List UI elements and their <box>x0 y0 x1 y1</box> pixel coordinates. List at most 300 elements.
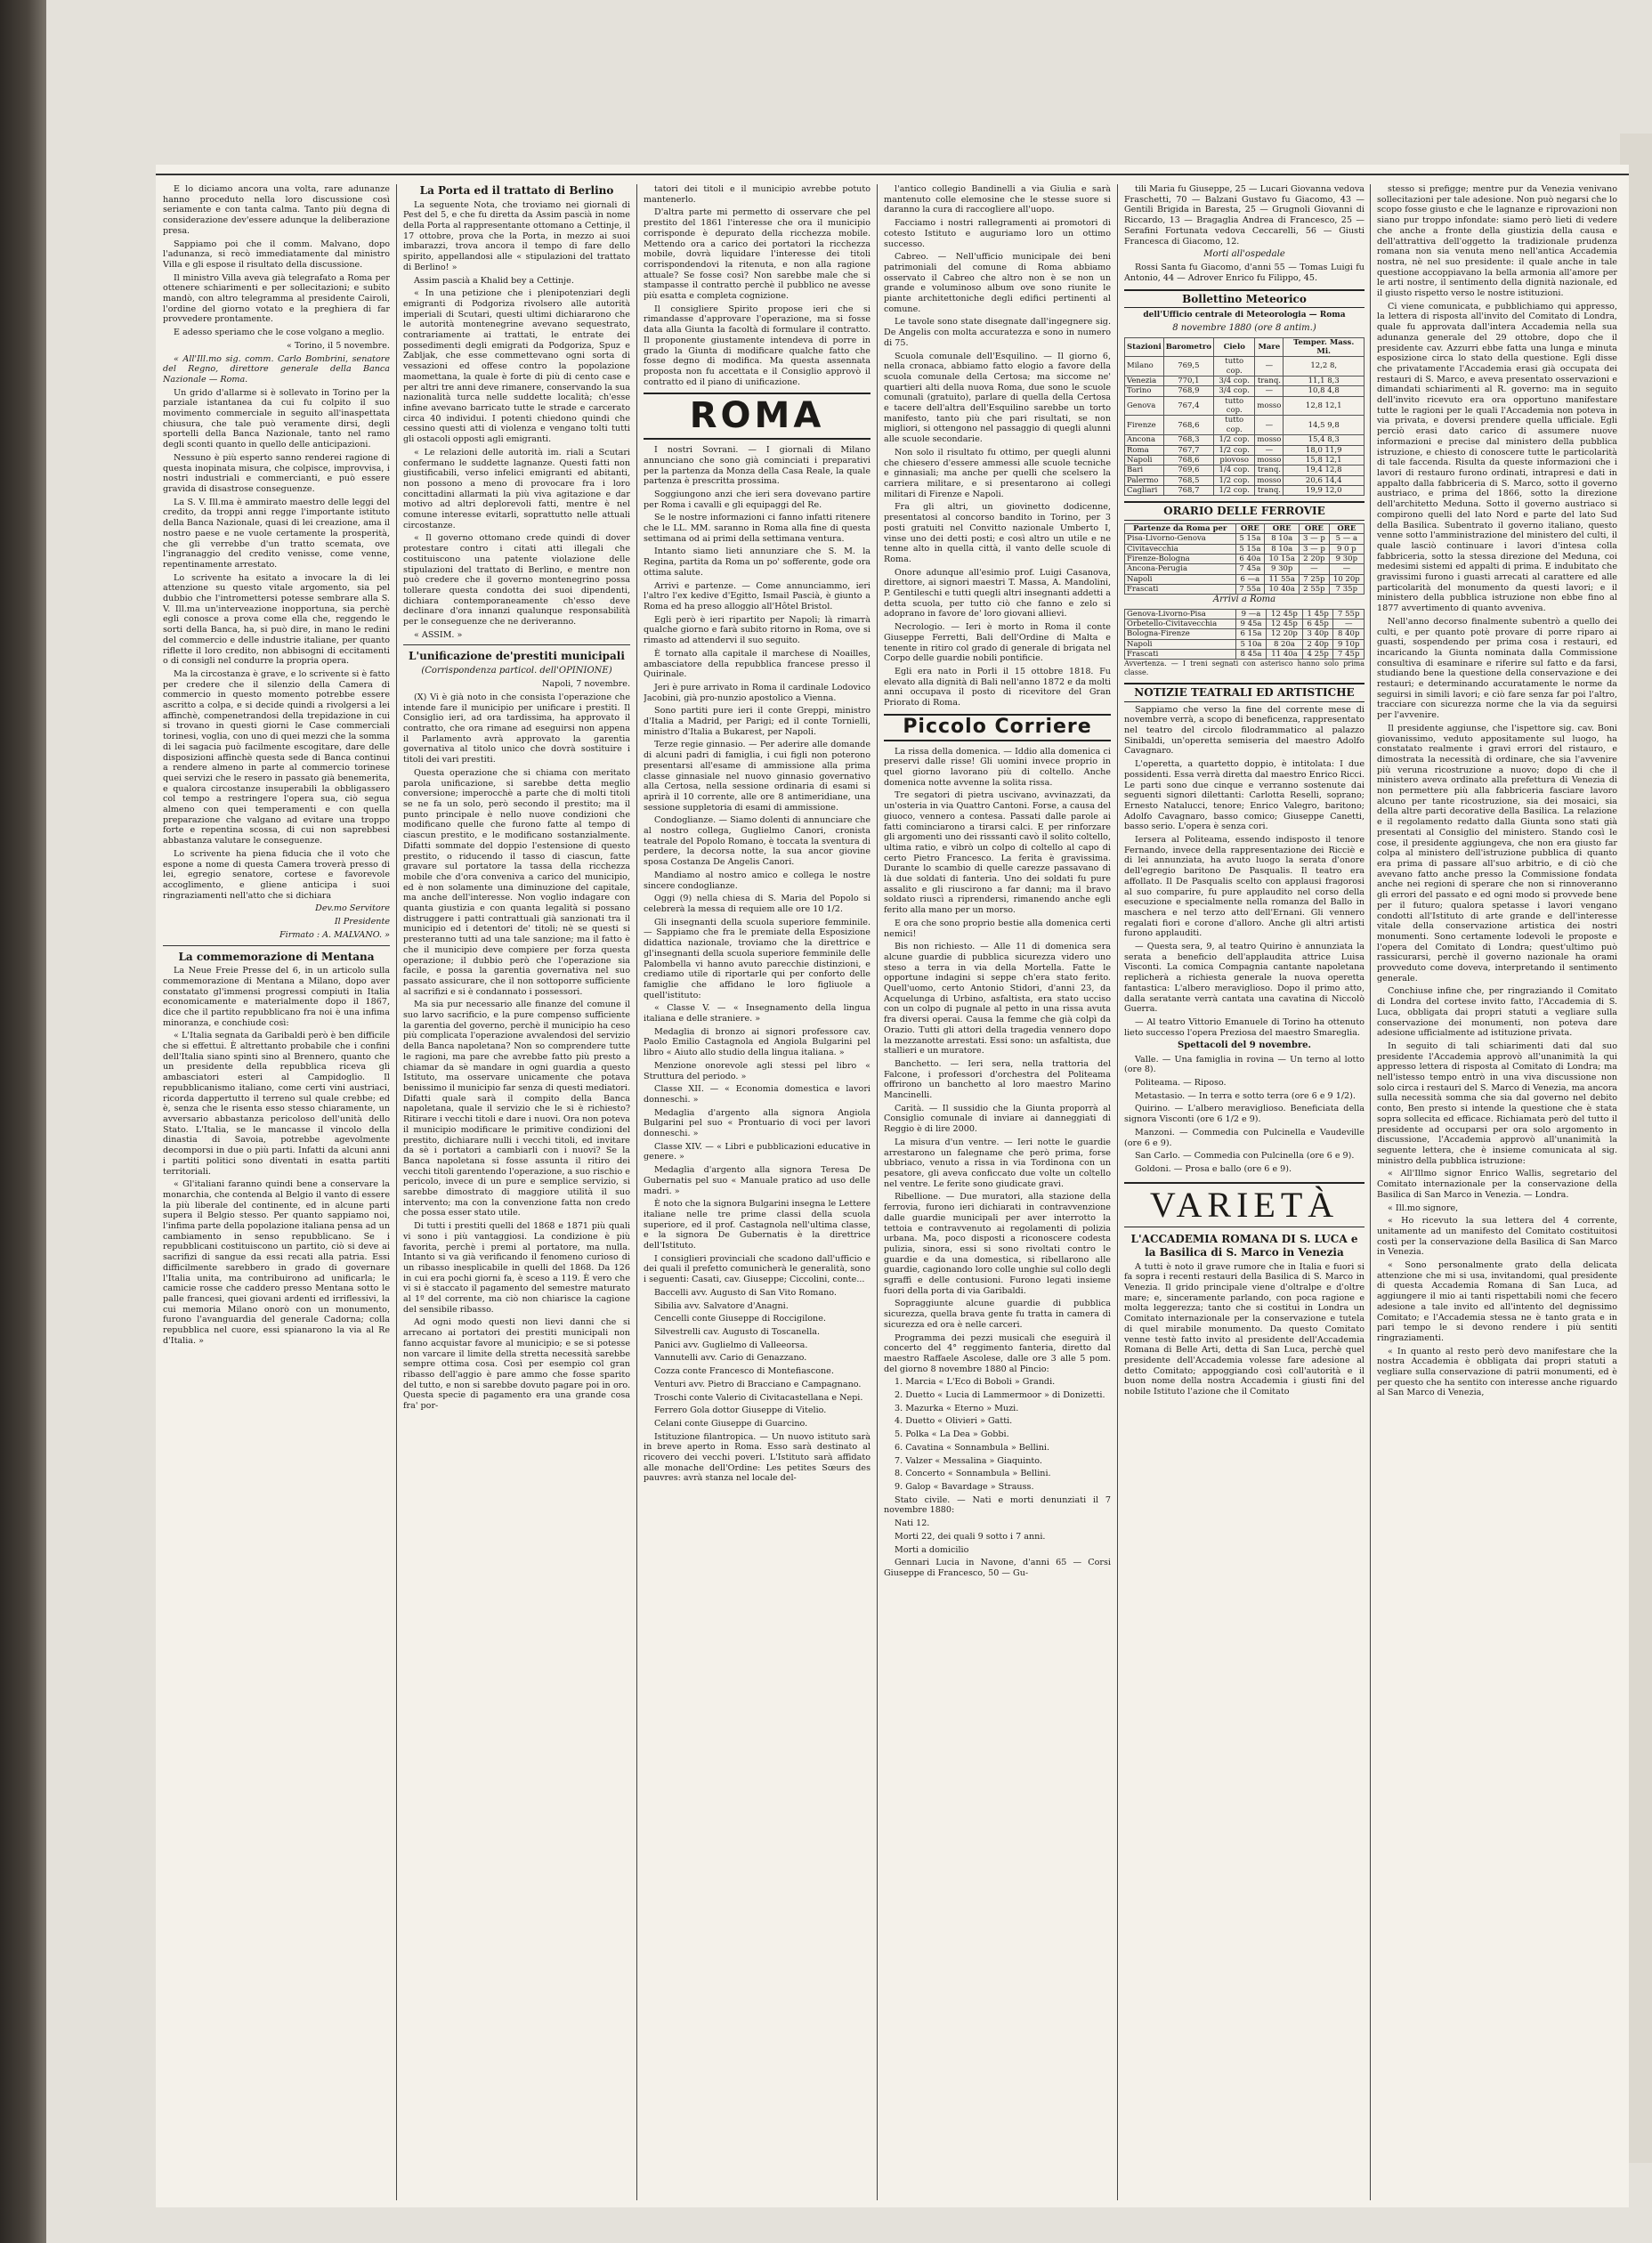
table-header-cell: Partenze da Roma per <box>1125 523 1236 533</box>
column-1 <box>163 184 390 2196</box>
table-cell: Orbetello-Civitavecchia <box>1125 619 1236 629</box>
column-rule <box>877 184 878 2200</box>
paragraph: « Le relazioni delle autorità im. riali a Scutari confermano le suddette lagnanze. Questi fatti non giustificabili, verso infelici emigranti ed abitanti, non possono a meno di provocare fra i loro concittadini allarmati la più viva agitazione e dar motivo ad altri deplorevoli fatti, mentre è nel comune interesse evitarli, soprattutto nelle attuali circostanze. <box>403 447 630 530</box>
column-6 <box>1377 184 1617 2196</box>
paragraph: 7. Valzer « Messalina » Giaquinto. <box>895 1455 1042 1466</box>
intro-paragraphs <box>163 184 390 338</box>
piccolo-corriere-heading: Piccolo Corriere <box>884 714 1111 741</box>
table-cell: Genova <box>1125 396 1164 416</box>
column-rule <box>636 184 637 2200</box>
table-cell: Firenze <box>1125 416 1164 435</box>
table-cell: 9 0 p <box>1329 544 1364 554</box>
table-cell: Napoli <box>1125 455 1164 465</box>
table-cell: tranq. <box>1255 485 1284 495</box>
prestiti-heading: L'unificazione de'prestiti municipali <box>409 650 625 663</box>
table-cell: 6 40a <box>1235 555 1265 564</box>
paragraph: Carità. — Il sussidio che la Giunta proporrà al Consiglio comunale di inviare ai danneggiati di Reggio è di lire 2000. <box>884 1103 1111 1135</box>
paragraph: E lo diciamo ancora una volta, rare adunanze hanno proceduto nella loro discussione così seriamente e con tanta calma. Tanto più degna di considerazione dev'essere adunque la deliberazione presa. <box>163 184 390 236</box>
table-cell: tutto cop. <box>1214 416 1255 435</box>
paragraph: stesso si prefigge; mentre pur da Venezia venivano sollecitazioni per tale adesione. Non può negarsi che lo scopo fosse giusto e che le lagnanze e riprovazioni non siano pur troppo infondate: siamo però lieti di vedere che anche a fronte della giustizia della causa e dell'attrattiva dell'oggetto la tradizionale prudenza romana non sia venuta meno nell'antica Accademia nostra, nè nel suo presidente: il quale anche in tale questione accoppiavano la bella armonia all'amore per le arti nostre, il sentimento della dignità nazionale, ed il giusto rispetto verso le nostre istituzioni. <box>1377 184 1617 299</box>
table-header-cell: Temper. Mass. Mi. <box>1284 337 1365 357</box>
table-cell: 12,2 8, <box>1284 357 1365 377</box>
table-cell: 18,0 11,9 <box>1284 445 1365 455</box>
accademia-body <box>1124 1262 1365 1397</box>
table-cell: mosso <box>1255 396 1284 416</box>
paragraph: « Sono personalmente grato della delicata attenzione che mi si usa, invitandomi, qual presidente di questa Accademia Romana di San Luca, ad aggiungere il mio ai tanti rispettabili nomi che fecero adesione a tale invito ed all'intento del degnissimo Comitato; e l'Accademia stessa ne è tanto grata e in pari tempo le si devono rendere i più sentiti ringraziamenti. <box>1377 1260 1617 1343</box>
table-cell: 14,5 9,8 <box>1284 416 1365 435</box>
paragraph: Medaglia d'argento alla signora Angiola Bulgarini pel suo « Prontuario di voci per lavori donneschi. » <box>644 1107 871 1139</box>
paragraph: Cabreo. — Nell'ufficio municipale dei beni patrimoniali del comune di Roma abbiamo osservato il Cabreo che altro non è se non un grande e voluminoso album ove sono riunite le piante architettoniche degli edifici pertinenti al comune. <box>884 252 1111 314</box>
table-cell: 11 55a <box>1265 574 1300 584</box>
table-row <box>1125 534 1365 544</box>
paragraph: Terze regie ginnasio. — Per aderire alle domande di alcuni padri di famiglia, i cui figli non poterono presentarsi all'esame di ammissione alla prima classe ginnasiale nel nuovo ginnasio governativo alla Certosa, nella sessione ordinaria di esami si aprirà il 10 corrente, alle ore 8 antimeridiane, una sessione suppletoria di esami di ammissione. <box>644 740 871 813</box>
porta-body <box>403 200 630 641</box>
paragraph: Intanto siamo lieti annunziare che S. M. la Regina, partita da Roma un po' sofferente, gode ora ottima salute. <box>644 547 871 578</box>
table-cell: 768,6 <box>1163 455 1213 465</box>
paragraph: « ASSIM. » <box>414 629 463 640</box>
table-cell: — <box>1255 386 1284 396</box>
table-cell: 5 15a <box>1235 534 1265 544</box>
paragraph: In seguito di tali schiarimenti dati dal suo presidente l'Accademia approvò all'unanimità la qui appresso lettera di risposta al Comitato di Londra; ma nell'istesso tempo entrò in una viva discussione non solo circa i restauri del S. Marco di Venezia, ma ancora sulla necessità somma che sia dal governo nel debito conto, Ben presto si intende la questione che è stata sopra sollecita ed efficace. Richiamata però del tutto il presidente ad occuparsi per ora solo argomento in discussione, l'Accademia approvò all'unanimità la seguente lettera, che è insieme comunicata al sig. ministro della pubblica istruzione: <box>1377 1041 1617 1166</box>
paragraph: Nessuno è più esperto sanno renderei ragione di questa inopinata misura, che colpisce, improvvisa, i nostri industriali e commercianti, e può essere gravida di disastrose conseguenze. <box>163 452 390 494</box>
table-cell: 1/2 cop. <box>1214 435 1255 445</box>
paragraph: Silvestrelli cav. Augusto di Toscanella. <box>654 1327 821 1337</box>
table-cell: 19,4 12,8 <box>1284 466 1365 475</box>
table-header-cell: ORE <box>1300 523 1330 533</box>
paragraph: Gli insegnanti della scuola superiore femminile. — Sappiamo che fra le premiate della Esposizione didattica nazionale, troviamo che la direttrice e gl'insegnanti della scuola superiore femminile delle Palombella vi hanno avuto parecchie distinzioni, e crediamo utile di riportarle qui per conforto delle famiglie che affidano le loro figliuole a quell'istituto: <box>644 917 871 1000</box>
paragraph: Cozza conte Francesco di Montefiascone. <box>654 1366 834 1377</box>
prestiti-continued <box>644 184 871 387</box>
varieta-heading: VARIETÀ <box>1124 1182 1365 1228</box>
table-cell: Frascati <box>1125 585 1236 595</box>
paragraph: Istituzione filantropica. — Un nuovo istituto sarà in breve aperto in Roma. Esso sarà destinato al ricovero dei vecchi poveri. L'Istituto sarà affidato alle monache dell'Ordine: Les petites Sœurs des pauvres: avrà stanza nel locale del- <box>644 1431 871 1484</box>
column-2 <box>403 184 630 2196</box>
paragraph: « Classe V. — « Insegnamento della lingua italiana e delle straniere. » <box>644 1003 871 1024</box>
table-cell: 767,4 <box>1163 396 1213 416</box>
paragraph: — Questa sera, 9, al teatro Quirino è annunziata la serata a beneficio dell'applaudita attrice Luisa Visconti. La comica Compagnia cantante napoletana replicherà a richiesta generale la nuova operetta fantastica: L'albero meraviglioso. Dopo il primo atto, dalla seratante verrà cantata una cavatina di Niccolò Guerra. <box>1124 942 1365 1015</box>
table-cell: Ancona <box>1125 435 1164 445</box>
prestiti-body <box>403 692 630 1412</box>
table-cell: 8 20a <box>1267 639 1303 649</box>
table-row <box>1125 386 1365 396</box>
paragraph: 8. Concerto « Sonnambula » Bellini. <box>895 1469 1051 1479</box>
table-cell: 12 45p <box>1267 619 1303 629</box>
table-header-cell: Cielo <box>1214 337 1255 357</box>
table-cell: — <box>1255 445 1284 455</box>
paragraph: Egli però è ieri ripartito per Napoli; là rimarrà qualche giorno e farà subito ritorno in Roma, ove si rimasto ad attendervi il suo seguito. <box>644 614 871 646</box>
header-rule <box>156 174 1629 175</box>
table-cell: Palermo <box>1125 475 1164 485</box>
table-cell: 770,1 <box>1163 377 1213 386</box>
table-cell: 6 —a <box>1235 574 1265 584</box>
theatre-heading: NOTIZIE TEATRALI ED ARTISTICHE <box>1124 683 1365 702</box>
paragraph: Non solo il risultato fu ottimo, per quegli alunni che chiesero d'essere ammessi alle scuole tecniche e ginnasiali; ma anche per quelli che scelsero la carriera militare, e si presentarono ai collegi militari di Firenze e Napoli. <box>884 447 1111 499</box>
paragraph: Necrologio. — Ieri è morto in Roma il conte Giuseppe Ferretti, Bali dell'Ordine di Malta e tenente in ritiro col grado di generale di brigata nel Corpo delle guardie nobili pontificie. <box>884 622 1111 664</box>
paragraph: Nati 12. <box>895 1518 930 1529</box>
column-rule <box>396 184 397 2200</box>
table-header-cell: ORE <box>1329 523 1364 533</box>
table-cell: 8 10a <box>1265 534 1300 544</box>
table-cell: 1 45p <box>1302 609 1333 619</box>
table-cell: tutto cop. <box>1214 396 1255 416</box>
table-cell: Napoli <box>1125 639 1236 649</box>
table-row <box>1125 650 1365 660</box>
paragraph: I nostri Sovrani. — I giornali di Milano annunciano che sono già cominciati i preparativi per la partenza da Monza della Casa Reale, la quale partenza è prescritta prossima. <box>644 445 871 487</box>
arrivals-table <box>1124 609 1365 660</box>
paragraph: Ferrero Gola dottor Giuseppe di Vitelio. <box>654 1405 827 1416</box>
table-cell: 5 15a <box>1235 544 1265 554</box>
roma-news-continued <box>884 184 1111 709</box>
departures-table <box>1124 523 1365 595</box>
column-rule <box>1370 184 1371 2200</box>
paragraph: Medaglia di bronzo ai signori professore cav. Paolo Emilio Castagnola ed Angiola Bulgarini pel libro « Aiuto allo studio della lingua italiana. » <box>644 1026 871 1058</box>
table-cell: — <box>1329 564 1364 574</box>
table-row <box>1125 455 1365 465</box>
table-row <box>1125 416 1365 435</box>
table-cell: — <box>1255 357 1284 377</box>
paragraph: Gennari Lucia in Navone, d'anni 65 — Corsi Giuseppe di Francesco, 50 — Gu- <box>884 1558 1111 1578</box>
table-row <box>1125 564 1365 574</box>
table-cell: Genova-Livorno-Pisa <box>1125 609 1236 619</box>
prestiti-subheading: (Corrispondenza particol. dell'OPINIONE) <box>421 666 612 676</box>
paragraph: 9. Galop « Bavardage » Strauss. <box>895 1481 1034 1492</box>
paragraph: Sibilia avv. Salvatore d'Anagni. <box>654 1300 789 1311</box>
table-cell: 7 45p <box>1333 650 1365 660</box>
mentana-body <box>163 966 390 1346</box>
table-cell: piovoso <box>1214 455 1255 465</box>
paragraph: Sappiamo poi che il comm. Malvano, dopo l'adunanza, si recò immediatamente dal ministro Villa e gli espose il risultato della discussione. <box>163 239 390 270</box>
table-cell: 11,1 8,3 <box>1284 377 1365 386</box>
signoff: Dev.mo Servitore <box>315 903 390 914</box>
table-cell: 8 40p <box>1333 629 1365 639</box>
hospital-deaths-heading: Morti all'ospedale <box>1203 249 1285 260</box>
paragraph: L'operetta, a quartetto doppio, è intitolata: I due possidenti. Essa verrà diretta dal maestro Enrico Ricci. Le parti sono due cinque e verranno sostenute dai seguenti signori dilettanti: Carlotta Reselli, soprano; Ernesto Natalucci, tenore; Enrico Valegro, baritono; Adolfo Cavagnaro, basso comico; Giuseppe Canetti, basso serio. L'opera è senza cori. <box>1124 759 1365 832</box>
table-row <box>1125 629 1365 639</box>
paragraph: Manzoni. — Commedia con Pulcinella e Vaudeville (ore 6 e 9). <box>1124 1127 1365 1148</box>
paragraph: La S. V. Ill.ma è ammirato maestro delle leggi del credito, da troppi anni regge l'importante istituto della Banca Nazionale, quasi di lei creazione, ama il nostro paese e ne vuole certamente la prosperità, che gli verrebbe d'un tratto scemata, ove l'ingranaggio del credito venisse, come venne, repentinamente arrestato. <box>163 497 390 570</box>
paragraph: Valle. — Una famiglia in rovina — Un terno al lotto (ore 8). <box>1124 1054 1365 1075</box>
table-cell: Firenze-Bologna <box>1125 555 1236 564</box>
table-cell: Civitavecchia <box>1125 544 1236 554</box>
paragraph: Stato civile. — Nati e morti denunziati il 7 novembre 1880: <box>884 1494 1111 1516</box>
table-cell: 7 45a <box>1235 564 1265 574</box>
paragraph: Le tavole sono state disegnate dall'ingegnere sig. De Angelis con molta accuratezza e sono in numero di 75. <box>884 317 1111 348</box>
table-cell: Roma <box>1125 445 1164 455</box>
paragraph: Oggi (9) nella chiesa di S. Maria del Popolo si celebrerà la messa di requiem alle ore 10 1/2. <box>644 894 871 914</box>
shows-heading: Spettacoli del 9 novembre. <box>1177 1041 1311 1051</box>
paragraph: Classe XIV. — « Libri e pubblicazioni educative in genere. » <box>644 1141 871 1162</box>
paragraph: Arrivi e partenze. — Come annunciammo, ieri l'altro l'ex kedive d'Egitto, Ismail Pascià, è giunto a Roma ed ha preso alloggio all'Hôtel Bristol. <box>644 580 871 611</box>
railway-note: Avvertenza. — I treni segnati con asterisco hanno solo prima classe. <box>1124 660 1365 677</box>
porta-heading: La Porta ed il trattato di Berlino <box>419 184 614 197</box>
letter-place: « Torino, il 5 novembre. <box>286 340 390 351</box>
paragraph: Politeama. — Riposo. <box>1135 1077 1227 1088</box>
table-cell: 3 — p <box>1300 534 1330 544</box>
column-5 <box>1124 184 1365 2196</box>
table-row <box>1125 485 1365 495</box>
table-cell: 12 45p <box>1267 609 1303 619</box>
paragraph: D'altra parte mi permetto di osservare che pel prestito del 1861 l'interesse che ora il municipio corrisponde è depurato della ricchezza mobile. Mettendo ora a carico dei portatori la ricchezza mobile, dovrà liquidare l'interesse dei titoli corrispondendovi la ritenuta, e non alla ragione attuale? Se fosse così? Non sarebbe male che si stampasse il contratto perchè il pubblico ne avesse più esatta e completa cognizione. <box>644 207 871 302</box>
table-cell: 2 55p <box>1300 585 1330 595</box>
roma-masthead: ROMA <box>644 393 871 440</box>
column-3 <box>644 184 871 2196</box>
paragraph: Jeri è pure arrivato in Roma il cardinale Lodovico Jacobini, già pro-nunzio apostolico a Vienna. <box>644 682 871 703</box>
table-cell: 3 40p <box>1302 629 1333 639</box>
paragraph: Ad ogni modo questi non lievi danni che si arrecano ai portatori dei prestiti municipali non fanno acquistar favore al municipio; e se si potesse non varcare il limite della stretta necessità sarebbe sempre ottima cosa. Così per esempio col gran ribasso dell'aggio è pare ammo che fosse sparito del tutto, e non si sarebbe dovuto pagare poi in oro. Questa specie di pagamento era una grande cosa fra' por- <box>403 1317 630 1412</box>
paragraph: Morti a domicilio <box>895 1544 969 1555</box>
newspaper-page <box>156 165 1629 2207</box>
paragraph: Troschi conte Valerio di Civitacastellana e Nepi. <box>654 1392 863 1403</box>
table-cell: 11 40a <box>1267 650 1303 660</box>
accademia-continued <box>1377 184 1617 1398</box>
table-row <box>1125 475 1365 485</box>
table-cell: 9 10p <box>1333 639 1365 649</box>
table-cell: 12 20p <box>1267 629 1303 639</box>
paragraph: « Ill.mo signore, <box>1388 1202 1459 1213</box>
table-cell: 7 55a <box>1235 585 1265 595</box>
paragraph: Vannutelli avv. Cario di Genazzano. <box>654 1353 807 1364</box>
table-cell: 3/4 cop. <box>1214 386 1255 396</box>
table-row <box>1125 609 1365 619</box>
paragraph: Morti 22, dei quali 9 sotto i 7 anni. <box>895 1531 1046 1542</box>
paragraph: E ora che sono proprio bestie alla domenica certi nemici! <box>884 918 1111 939</box>
paragraph: I consiglieri provinciali che scadono dall'ufficio e dei quali il prefetto comunicherà le generalità, sono i seguenti: Casati, cav. Giuseppe; Ciccolini, conte... <box>644 1253 871 1285</box>
paragraph: 5. Polka « La Dea » Gobbi. <box>895 1429 1009 1440</box>
paragraph: Egli era nato in Porli il 15 ottobre 1818. Fu elevato alla dignità di Bali nell'anno 1872 e da molti anni occupava il posto di ricevitore del Gran Priorato di Roma. <box>884 666 1111 709</box>
letter-body <box>163 388 390 902</box>
paragraph: Sappiamo che verso la fine del corrente mese di novembre verrà, a scopo di beneficenza, rappresentato nel teatro del circolo filodrammatico al palazzo Sinibaldi, un'operetta semiseria del maestro Adolfo Cavagnaro. <box>1124 704 1365 757</box>
table-cell: — <box>1300 564 1330 574</box>
paragraph: Scuola comunale dell'Esquilino. — Il giorno 6, nella cronaca, abbiamo fatto elogio a favore della scuola comunale della Certosa; ma siccome ne' quartieri alti della nuova Roma, due sono le scuole comunali (gratuito), parlare di quella della Certosa e tacere dell'altra dell'Esquilino sarebbe un torto manifesto, tanto più che pari risultati, se non migliori, si ottengono nel passaggio di quegli alunni alle scuole secondarie. <box>884 351 1111 445</box>
paragraph: Ribellione. — Due muratori, alla stazione della ferrovia, furono ieri dichiarati in contravvenzione dalle guardie municipali per aver interrotto la tettoia e contravvenuto ai regolamenti di polizia urbana. Ma, poco disposti a riconoscere codesta pulizia, sinora, essi si sono rivoltati contro le guardie e da una domestica, si ribellarono alle guardie, cagionando loro colle unghie sul collo degli sgraffi e delle contusioni. Furono legati insieme fuori della porta di via Garibaldi. <box>884 1192 1111 1296</box>
meteo-date: 8 novembre 1880 (ore 8 antim.) <box>1172 323 1316 334</box>
paragraph: A tutti è noto il grave rumore che in Italia e fuori si fa sopra i recenti restauri della Basilica di S. Marco in Venezia. Il grido principale viene d'oltralpe e d'oltre mare; e, sinceramente parlando, con poca ragione e molta leggerezza; tanto che si costituì in Londra un Comitato internazionale per la conservazione e tutela di quel mirabile monumento. Da questo Comitato venne testè fatto invito al presidente dell'Accademia Romana di Belle Arti, detta di San Luca, perchè quel presidente dell'Accademia volesse fare adesione al detto Comitato; appoggiando così coll'autorità e il buon nome della nostra Accademia i giusti fini del nobile Istituto l'azione che il Comitato <box>1124 1261 1365 1397</box>
prestiti-place: Napoli, 7 novembre. <box>541 679 630 690</box>
table-header-cell: Mare <box>1255 337 1284 357</box>
table-header-cell: ORE <box>1265 523 1300 533</box>
theatre-news <box>1124 705 1365 1039</box>
signoff-name: Firmato : A. MALVANO. » <box>279 929 390 940</box>
paragraph: Classe XII. — « Economia domestica e lavori donneschi. » <box>644 1084 871 1105</box>
table-header-cell: Stazioni <box>1125 337 1164 357</box>
table-cell: 767,7 <box>1163 445 1213 455</box>
paragraph: Il ministro Villa aveva già telegrafato a Roma per ottenere schiarimenti e per sollecitazioni; e subito mandò, con altro telegramma al presidente Cairoli, l'ordine del giorno votato e la preghiera di far provvedere prontamente. <box>163 272 390 325</box>
divider <box>403 644 630 645</box>
paragraph: Lo scrivente ha piena fiducia che il voto che espone a nome di questa Camera troverà presso di lei, egregio senatore, cortese e favorevole accoglimento, e gliene anticipa i suoi ringraziamenti nell'atto che si dichiara <box>163 848 390 901</box>
paragraph: « Ho ricevuto la sua lettera del 4 corrente, unitamente ad un manifesto del Comitato costituitosi costì per la conservazione della Basilica di San Marco in Venezia. <box>1377 1216 1617 1258</box>
table-cell: 12,8 12,1 <box>1284 396 1365 416</box>
paragraph: 1. Marcia « L'Eco di Boboli » Grandi. <box>895 1377 1056 1388</box>
paragraph: Assim pascià a Khalid bey a Cettinje. <box>414 275 574 286</box>
table-cell: 769,6 <box>1163 466 1213 475</box>
column-rule <box>1117 184 1118 2200</box>
table-row <box>1125 435 1365 445</box>
table-cell: Pisa-Livorno-Genova <box>1125 534 1236 544</box>
table-cell: 20,6 14,4 <box>1284 475 1365 485</box>
table-cell: 5 10a <box>1235 639 1266 649</box>
paragraph: Banchetto. — Ieri sera, nella trattoria del Falcone, i professori d'orchestra del Politeama offrirono un banchetto al loro maestro Marino Mancinelli. <box>884 1058 1111 1101</box>
paragraph: Facciamo i nostri rallegramenti ai promotori di cotesto Istituto e auguriamo loro un ottimo successo. <box>884 218 1111 249</box>
paragraph: Quirino. — L'albero meraviglioso. Beneficiata della signora Visconti (ore 6 1/2 e 9). <box>1124 1104 1365 1125</box>
table-cell: mosso <box>1255 435 1284 445</box>
paragraph: 2. Duetto « Lucia di Lammermoor » di Donizetti. <box>895 1390 1105 1401</box>
paragraph: Lo scrivente ha esitato a invocare la di lei attenzione su questo vitale argomento, sia pel dubbio che l'intromettersi potesse sembrare alla S. V. Ill.ma un'interveazione inopportuna, sia perchè egli conosce a prova come ella che, reggendo le sorti della Banca, ha, si può dire, in mano le redini del commercio e delle industrie italiane, per quanto riflette il loro credito, non abbisogni di eccitamenti o di consigli nel condurre la propria opera. <box>163 572 390 667</box>
table-cell: 15,4 8,3 <box>1284 435 1365 445</box>
paragraph: La seguente Nota, che troviamo nei giornali di Pest del 5, e che fu diretta da Assim pascià in nome della Porta al rappresentante ottomano a Cettinje, il 17 ottobre, prova che la Porta, in mezzo ai suoi imbarazzi, trova ancora il tempo di fare dello spirito, appellandosi alle « stipulazioni del trattato di Berlino! » <box>403 199 630 272</box>
signoff-role: Il Presidente <box>334 917 390 927</box>
table-cell: 7 35p <box>1329 585 1364 595</box>
paragraph: Panici avv. Guglielmo di Valleeorsa. <box>654 1340 808 1350</box>
paragraph: Ci viene comunicata, e pubblichiamo qui appresso, la lettera di risposta all'invito del Comitato di Londra, quale fu approvata dall'intera Accademia nella sua adunanza generale del 29 ottobre, dopo che il presidente cav. Azzurri ebbe fatta una lunga e minuta esposizione circa lo stato della questione. Egli disse che privatamente l'Accademia erasi già occupata dei restauri di S. Marco, e aveva presentato osservazioni e dimandati schiarimenti al R. governo: ma in seguito dell'invito ricevuto era ora opportuno manifestare tutte le ragioni per le quali l'Accademia non poteva in via privata, e doversi prendere quella ufficiale. Egli perciò erasi dato carico di assumere nuove informazioni e precise dal ministero della pubblica istruzione, e chiesto di conoscere tutte le particolarità di tale faccenda. Risulta da queste informazioni che i lavori di restauro furono ordinati, intrapresi e dati in appalto dalla fabbriceria di S. Marco, sotto il governo austriaco, e prima del 1866, sotto la direzione dell'architetto Meduna. Sotto il governo austriaco si compirono quelli del lato Nord e parte del lato Sud della Basilica. Subentrato il governo italiano, questo venne sotto l'amministrazione del ministero del culti, il quale lasciò continuare i lavori d'intesa colla fabbriceria, sotto la stessa direzione del Meduna, coi medesimi sistemi ed appalti di prima. E indubitato che gravissimi furono i guasti arrecati al carattere ed alle particolarità del monumento da questi lavori; e il ministero della pubblica istruzione non ebbe fino al 1877 avvertimento di quanto avveniva. <box>1377 301 1617 614</box>
paragraph: Sono partiti pure ieri il conte Greppi, ministro d'Italia a Madrid, per Parigi; ed il conte Tornielli, ministro d'Italia a Bukarest, per Napoli. <box>644 706 871 737</box>
table-cell: 15,8 12,1 <box>1284 455 1365 465</box>
book-binding <box>0 0 46 2243</box>
table-cell: 768,7 <box>1163 485 1213 495</box>
meteo-table <box>1124 337 1365 497</box>
paragraph: È tornato alla capitale il marchese di Noailles, ambasciatore della repubblica francese presso il Quirinale. <box>644 648 871 680</box>
table-cell: 7 55p <box>1333 609 1365 619</box>
paragraph: Un grido d'allarme si è sollevato in Torino per la parziale istantanea da cui fu colpito il suo movimento commerciale in seguito all'inaspettata chiusura, che tale può veramente dirsi, degli sportelli della Banca Nazionale, tanto nel ramo degli sconti quanto in quello delle anticipazioni. <box>163 387 390 450</box>
paragraph: Goldoni. — Prosa e ballo (ore 6 e 9). <box>1135 1163 1292 1174</box>
paragraph: La rissa della domenica. — Iddio alla domenica ci preservi dalle risse! Gli uomini invece proprio in quel giorno lavorano più di coltello. Anche domenica notte avvenne la solita rissa. <box>884 746 1111 788</box>
paragraph: E adesso speriamo che le cose volgano a meglio. <box>174 328 385 338</box>
paragraph: Il presidente aggiunse, che l'ispettore sig. cav. Boni giovanissimo, veduto appositamente sul luogo, ha constatato realmente i gravi errori del ristauro, e dimostrata la necessità di ordinare, che sia l'avvenire più veruna ricostruzione a nuovo; dopo di che il ministero aveva ordinato alla prefettura di Venezia di non permettere più alla fabbriceria fasciare lavoro alcuno per tante ricostruzione, sia dei mosaici, sia della altre parti decorative della Basilica. La relazione e il regolamento redatto dalla Giunta sono stati già presentati al Consiglio del ministero. Stando così le cose, il presidente aggiungeva, che non era giusto far colpa al ministero dell'istruzione pubblica di quanto era prima di passare all'suo arbitrio, e di ciò che avevano fatto anche presso la Commissione fondata anche nei regioni di sperare che non si rinnoveranno gli errori del passato e ed ogni modo si provvede bene per il futuro; qualora spetasse i lavori vengano condotti all'Istituto di arte grande e dell'interesse vitale della conservazione artistica dei nostri monumenti. Sono certamente lodevoli le proposte e l'opera del Comitato di Londra; quest'ultimo può rassicurarsi, perchè il governo nazionale ha orami provveduto come doveva, interpretando il sentimento generale. <box>1377 723 1617 984</box>
table-row <box>1125 377 1365 386</box>
table-cell: 9 —a <box>1235 609 1266 619</box>
table-cell: Frascati <box>1125 650 1236 660</box>
table-cell: 3 — p <box>1300 544 1330 554</box>
paragraph: Venturi avv. Pietro di Bracciano e Campagnano. <box>654 1379 862 1389</box>
paragraph: Tre segatori di pietra uscivano, avvinazzati, da un'osteria in via Quattro Cantoni. Forse, a causa del giuoco, vennero a contesa. Passati dalle parole ai fatti cominciarono a tirarsi calci. E per rinforzare gli argomenti uno dei risssanti cavò il solito coltello, ultima ratio, e vibrò un colpo di coltello al capo di certo Pietro Francesco. La ferita è gravissima. Durante lo scambio di quelle carezze passavano di là due soldati di fanteria. Uno dei soldati fu pure assalito e gli riuscirono a far danni; ma il bravo soldato riuscì a riprendersi, rimanendo anche egli ferito alla mano per un morso. <box>884 790 1111 916</box>
table-cell: 1/2 cop. <box>1214 485 1255 495</box>
table-cell: mosso <box>1255 475 1284 485</box>
table-cell: Milano <box>1125 357 1164 377</box>
table-cell: 19,9 12,0 <box>1284 485 1365 495</box>
table-cell: — <box>1255 416 1284 435</box>
divider <box>163 945 390 946</box>
paragraph: Programma dei pezzi musicali che eseguirà il concerto del 4° reggimento fanteria, diretto dal maestro Raffaele Ascolese, dalle ore 3 alle 5 pom. del giorno 8 novembre 1880 al Pincio: <box>884 1332 1111 1374</box>
table-cell: 2 40p <box>1302 639 1333 649</box>
paragraph: La misura d'un ventre. — Ieri notte le guardie arrestarono un falegname che però prima, forse ubbriaco, venuto a rissa in via Tordinona con un pesatore, gli aveva conficcato due volte un coltello nel ventre. Le ferite sono giudicate gravi. <box>884 1137 1111 1189</box>
letter-address: « All'Ill.mo sig. comm. Carlo Bombrini, senatore del Regno, direttore generale della Banca Nazionale — Roma. <box>163 353 390 385</box>
paragraph: Nell'anno decorso finalmente subentrò a quello dei culti, e per quanto potè provare di porre riparo ai guasti, sospendendo per prima cosa i restauri, ed incaricando la Giunta nominata dalla Commissione consultiva di esaminare e riferire sul fatto e da farsi, studiando bene la questione della conservazione e dei restauri; e determinando accuratamente le norme da seguirsi in simili lavori; e ciò fare senza far poi l'altro, tracciare con sicurezza norme che la via da seguirsi per l'avvenire. <box>1377 616 1617 721</box>
table-cell: 5 — a <box>1329 534 1364 544</box>
paragraph: 6. Cavatina « Sonnambula » Bellini. <box>895 1442 1050 1453</box>
paragraph: Fra gli altri, un giovinetto dodicenne, presentatosi al concorso bandito in Torino, per 3 posti gratuiti nel Convitto nazionale Umberto I, vinse uno dei detti posti; e così altro un utile e ne tenne alto in quella città, il vanto delle scuole di Roma. <box>884 502 1111 564</box>
paragraph: Conchiuse infine che, per ringraziando il Comitato di Londra del cortese invito fatto, l'Accademia di S. Luca, obbligata dai propri statuti a vegliare sulla conservazione dei monumenti, non poteva dare adesione ufficialmente ad istituzione privata. <box>1377 986 1617 1039</box>
paragraph: Ma sia pur necessario alle finanze del comune il suo larvo sacrificio, e la pure compenso sufficiente la garentia del governo, perchè il municipio ha ceso più complicata l'operazione avvalendosi del servizio della Banca napoletana? Non so comprendere tutte le ragioni, ma pare che avrebbe fatto più presto a chiamar da sè mandare in ogni guardia a questo Istituto, ma osservare unicamente che potava benissimo il municipio far senza di questi mediatori. Difatti quale sarà il compito della Banca napoletana, quale il servizio che le si è richiesto? Ritirare i vecchi titoli e dare i nuovi. Ora non poteva il municipio modificare le primitive condizioni del prestito, dichiarare nulli i vecchi titoli, ed invitare da sè i portatori a cambiarli con i nuovi? Se la Banca napoletana si fosse assunta il ritiro dei vecchi titoli garentendo l'operazione, a suo rischio e pericolo, invece di un pure e semplice servizio, si sarebbe dimostrato di maggiore utilità il suo intervento; ma con la convenzione fatta non credo che possa esser stato utile. <box>403 1000 630 1219</box>
paragraph: 3. Mazurka « Eterno » Muzi. <box>895 1403 1019 1413</box>
paragraph: Sopraggiunte alcune guardie di pubblica sicurezza, quella brava gente fu tratta in camera di sicurezza ed ora è nelle carceri. <box>884 1299 1111 1330</box>
table-row <box>1125 555 1365 564</box>
table-cell: Torino <box>1125 386 1164 396</box>
paragraph: « In quanto al resto però devo manifestare che la nostra Accademia è obbligata dai propri statuti a vegliare sulla conservazione di patrii monumenti, ed è per questo che ha sentito con interesse anche riguardo al San Marco di Venezia, <box>1377 1346 1617 1398</box>
paragraph: È noto che la signora Bulgarini insegna le Lettere italiane nelle tre prime classi della scuola superiore, ed il prof. Castagnola nell'ultima classe, e la signora De Gubernatis è la direttrice dell'Istituto. <box>644 1199 871 1251</box>
paragraph: Metastasio. — In terra e sotto terra (ore 6 e 9 1/2). <box>1135 1090 1356 1101</box>
paragraph: « Gl'italiani faranno quindi bene a conservare la monarchia, che contenda al Belgio il vanto di essere la più liberale del continente, ed in alcune parti supera il Belgio stesso. Per quanto sappiamo noi, l'infima parte della popolazione italiana pensa ad un cambiamento in senso repubblicano. Se i repubblicani costituiscono un partito, ciò si deve ai sacrifizi di sangue da essi recati alla patria. Essi difficilmente sarebbero in grado di governare l'Italia unita, ma contribuirono ad unificarla; le camicie rosse che caddero presso Mentana sotto le palle francesi, quei giovani ardenti ed irriflessivi, la cui memoria Milano onorò con un monumento, furono l'avanguardia del generale Cadorna; colla repubblica nel cuore, essi spianarono la via al Re d'Italia. » <box>163 1179 390 1346</box>
table-row <box>1125 544 1365 554</box>
table-cell: — <box>1333 619 1365 629</box>
deaths-list <box>1124 184 1365 247</box>
paragraph: — Al teatro Vittorio Emanuele di Torino ha ottenuto lieto successo l'opera Preziosa del maestro Smareglia. <box>1124 1016 1365 1038</box>
paragraph: Ma la circostanza è grave, e lo scrivente si è fatto per credere che il silenzio della Camera di commercio in questo momento potrebbe essere ascritto a colpa, e si decide quindi a rivolgersi a lei affinchè, compenetrandosi della trepidazione in cui si trovano in questi giorni le Case commerciali torinesi, voglia, con uno di quei mezzi che la somma di lei sagacia può facilmente escogitare, dare delle disposizioni affinchè questa sede di Banca continui a rendere almeno in parte al commercio torinese quei servizi che le resero in passato già benemerita, e qualora circostanze insuperabili la obbligassero col tempo a restringere l'opera sua, ciò segua almeno con quei temperamenti e con quella preparazione che valgano ad evitare una troppo forte e repentina scossa, di cui non saprebbesi abbastanza valutare le conseguenze. <box>163 668 390 846</box>
table-row <box>1125 619 1365 629</box>
table-cell: 8 45a <box>1235 650 1266 660</box>
paragraph: tatori dei titoli e il municipio avrebbe potuto mantenerlo. <box>644 184 871 205</box>
table-cell: 1/2 cop. <box>1214 475 1255 485</box>
paragraph: « Il governo ottomano crede quindi di dover protestare contro i citati atti illegali che costituiscono una patente violazione delle stipulazioni del trattato di Berlino, e mentre non può credere che il governo montenegrino possa tollerare questa condotta dei suoi dipendenti, dichiara contemporaneamente ch'esso deve declinare d'ora innanzi qualunque responsabilità per le conseguenze che ne deriveranno. <box>403 533 630 628</box>
table-cell: 9 45a <box>1235 619 1266 629</box>
table-cell: 1/2 cop. <box>1214 445 1255 455</box>
table-header-cell: ORE <box>1235 523 1265 533</box>
column-4 <box>884 184 1111 2196</box>
paragraph: « All'Illmo signor Enrico Wallis, segretario del Comitato internazionale per la conservazione della Basilica di San Marco in Venezia. — Londra. <box>1377 1169 1617 1200</box>
meteo-heading: Bollettino Meteorico <box>1124 289 1365 309</box>
table-cell: Venezia <box>1125 377 1164 386</box>
arrivals-heading: Arrivi a Roma <box>1212 595 1276 605</box>
paragraph: Celani conte Giuseppe di Guarcino. <box>654 1418 808 1429</box>
paragraph: Menzione onorevole agli stessi pel libro « Struttura del periodo. » <box>644 1060 871 1081</box>
paragraph: 4. Duetto « Olivieri » Gatti. <box>895 1416 1013 1427</box>
mentana-heading: La commemorazione di Mentana <box>178 950 375 963</box>
paragraph: Onore adunque all'esimio prof. Luigi Casanova, direttore, ai signori maestri T. Massa, A. Mandolini, P. Gentileschi e tutti quegli altri insegnanti addetti a detta scuola, per tutto ciò che fanno e zelo si adoprano in favore de' loro giovani allievi. <box>884 567 1111 619</box>
table-cell: 768,5 <box>1163 475 1213 485</box>
table-cell: 8 10a <box>1265 544 1300 554</box>
paragraph: « In una petizione che i plenipotenziari degli emigranti di Podgoriza rivolsero alle autorità imperiali di Scutari, questi ultimi dichiararono che le autorità montenegrine avevano sequestrato, contrariamente ai trattati, le entrate dei possedimenti degli emigrati da Podgoriza, Spuz e Zabljak, che esse commettevano ogni sorta di vessazioni ed offese contro la popolazione maomettana, la quale è forte di più di cento case e per altri tre anni deve rimanere, conservando la sua nazionalità turca nelle suddette località; ch'esse infine avevano barricato tutte le strade e carcerato circa 40 individui. I potenti chiedono quindi che cessino questi atti di violenza e vengano tolti tutti gli ostacoli opposti agli emigranti. <box>403 288 630 445</box>
table-cell: Cagliari <box>1125 485 1164 495</box>
paragraph: San Carlo. — Commedia con Pulcinella (ore 6 e 9). <box>1135 1151 1355 1162</box>
piccolo-corriere-body <box>884 747 1111 1579</box>
table-cell: Ancona-Perugia <box>1125 564 1236 574</box>
paragraph: Se le nostre informazioni ci fanno infatti ritenere che le LL. MM. saranno in Roma alla fine di questa settimana od ai primi della settimana ventura. <box>644 513 871 544</box>
table-row <box>1125 639 1365 649</box>
table-cell: 10 20p <box>1329 574 1364 584</box>
meteo-subheading: dell'Ufficio centrale di Meteorologia — Roma <box>1143 311 1346 320</box>
table-cell: Bologna-Firenze <box>1125 629 1236 639</box>
paragraph: Cencelli conte Giuseppe di Roccigilone. <box>654 1314 826 1324</box>
paragraph: (X) Vi è già noto in che consista l'operazione che intende fare il municipio per unificare i prestiti. Il Consiglio ieri, ad ora tardissima, ha approvato il contratto, che ora rimane ad eseguirsi non appena il Parlamento avrà approvato la garentia governativa al titolo unico che dovrà sostituire i titoli dei vari prestiti. <box>403 692 630 765</box>
table-cell: tranq. <box>1255 466 1284 475</box>
table-cell: 768,6 <box>1163 416 1213 435</box>
table-header-cell: Barometro <box>1163 337 1213 357</box>
table-cell: tutto cop. <box>1214 357 1255 377</box>
paragraph: Il consigliere Spirito propose ieri che si rimandasse d'approvare l'operazione, ma si fosse data alla Giunta la facoltà di formulare il contratto. Il proponente giustamente intendeva di porre in grado la Giunta di modificare qualche fatto che fosse degno di modifica. Ma questa assennata proposta non fu accettata e il Consiglio approvò il contratto ed il piano di unificazione. <box>644 304 871 387</box>
shows-list <box>1124 1055 1365 1175</box>
table-cell: 6 15a <box>1235 629 1266 639</box>
paragraph: Mandiamo al nostro amico e collega le nostre sincere condoglianze. <box>644 870 871 891</box>
table-row <box>1125 396 1365 416</box>
table-cell: 2 20p <box>1300 555 1330 564</box>
paragraph: tili Maria fu Giuseppe, 25 — Lucari Giovanna vedova Fraschetti, 70 — Balzani Gustavo fu Giacomo, 43 — Gentili Brigida in Baresta, 25 — Grugnoli Giovanni di Riccardo, 13 — Bragaglia Andrea di Francesco, 25 — Serafini Fortunata vedova Ceccarelli, 56 — Giusti Francesca di Giacomo, 12. <box>1124 184 1365 247</box>
paragraph: La Neue Freie Presse del 6, in un articolo sulla commemorazione di Mentana a Milano, dopo aver constatato gl'immensi progressi compiuti in Italia economicamente e materialmente dopo il 1867, dice che il partito repubblicano fra noi è una infima minoranza, e conchiude così: <box>163 966 390 1028</box>
table-row <box>1125 357 1365 377</box>
paragraph: Iersera al Politeama, essendo indisposto il tenore Fernando, invece della rappresentazione dei Ricciè e di lei annunziata, ha avuto luogo la serata d'onore dell'egregio baritono De Pasqualis. Il teatro era affollato. Il De Pasqualis scelto con applausi fragorosi al suo comparire, fu pure applaudito nel corso della esecuzione e specialmente nella romanza del Ballo in maschera e nel terzo atto dell'Ernani. Gli vennero regalati fiori e corone d'alloro. Anche gli altri artisti furono applauditi. <box>1124 835 1365 939</box>
paragraph: Baccelli avv. Augusto di San Vito Romano. <box>654 1287 837 1298</box>
paragraph: Condoglianze. — Siamo dolenti di annunciare che al nostro collega, Guglielmo Canori, cronista teatrale del Popolo Romano, è toccata la sventura di perdere, la decorsa notte, la sua ancor giovine sposa Costanza De Angelis Canori. <box>644 815 871 868</box>
table-cell: 9 30p <box>1265 564 1300 574</box>
paragraph: Medaglia d'argento alla signora Teresa De Gubernatis pel suo « Manuale pratico ad uso delle madri. » <box>644 1165 871 1196</box>
table-cell: 10 40a <box>1265 585 1300 595</box>
roma-news <box>644 445 871 1484</box>
paragraph: « L'Italia segnata da Garibaldi però è ben difficile che si effettui. È altrettanto probabile che i confini dell'Italia siano spinti sino al Brennero, quanto che un presidente della repubblica riceva gli ambasciatori esteri al Campidoglio. Il repubblicanismo italiano, come certi vini austriaci, ricorda dappertutto il terreno sul quale crebbe; ed è, senza che le risenta esso stesso chiaramente, un avversario abbastanza pericoloso dell'unità dello Stato. L'Italia, se le mancasse il vincolo della dinastia di Savoia, potrebbe agevolmente decomporsi in due o più parti. Infatti da alcuni anni i partiti politici sono diventati in esatta partiti territoriali. <box>163 1031 390 1177</box>
paragraph: Questa operazione che si chiama con meritato parola unificazione, si sarebbe detta meglio conversione; imperocchè a parte che di molti titoli se ne fa un solo, però secondo il prestito; ma il punto principale è nello nuove condizioni che modificano quelle che furono fatte al tempo di ciascun prestito, e le modificano sostanzialmente. Difatti sommate del doppio l'estensione di questo prestito, o riducendo il tasso di ciascun, fatte gravare sul portatore la tassa della ricchezza mobile che d'ora conveniva a carico del municipio, ed è non solamente una diminuzione del capitale, ma anche dell'interesse. Non voglio indagare con quanta giustizia e con quanta legalità si possano distruggere i patti contrattuali già sanzionati tra il municipio ed i detentori de' titoli; nè se questi si presteranno tutti ad una tale sanzione; ma il fatto è che il municipio deve compiere per forza questa operazione; il dubbio però che l'operazione sia facile, e possa la garentia governativa nel suo passato assicurare, che il non sottoporre sufficiente al sacrifizi e si è condannato i possessori. <box>403 767 630 997</box>
table-cell: 768,3 <box>1163 435 1213 445</box>
table-row <box>1125 585 1365 595</box>
table-cell: 4 25p <box>1302 650 1333 660</box>
paragraph: Soggiungono anzi che ieri sera dovevano partire per Roma i cavalli e gli equipaggi del Re. <box>644 489 871 510</box>
table-cell: Napoli <box>1125 574 1236 584</box>
table-cell: 6 45p <box>1302 619 1333 629</box>
